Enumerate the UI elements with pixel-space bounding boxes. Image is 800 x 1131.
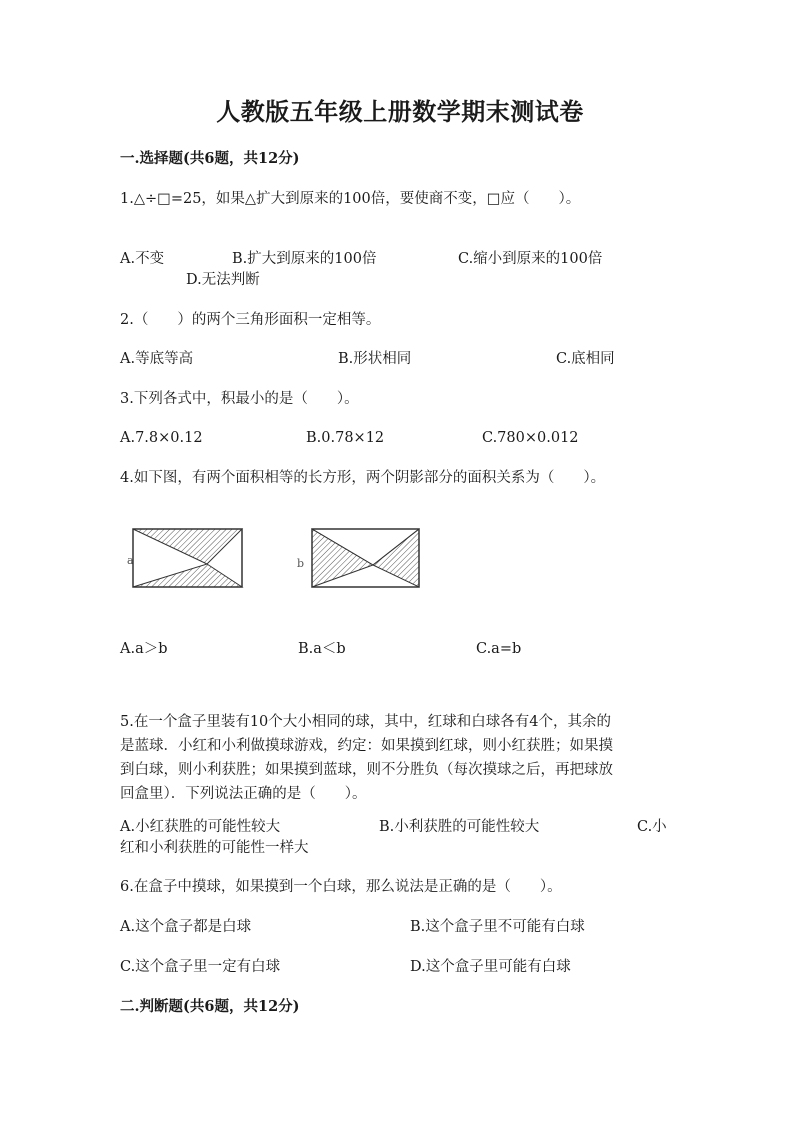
q1-option-b: B.扩大到原来的100倍: [232, 251, 377, 267]
figure-label-b: b: [297, 557, 305, 570]
q5-stem-line-3: 到白球，则小利获胜；如果摸到蓝球，则不分胜负（每次摸球之后，再把球放: [120, 762, 613, 778]
q5-stem-line-2: 是蓝球．小红和小利做摸球游戏，约定：如果摸到红球，则小红获胜；如果摸: [120, 738, 613, 754]
q3-option-a: A.7.8×0.12: [120, 430, 203, 446]
shaded-triangle-bottom: [133, 564, 242, 587]
rectangle-figure-a: [132, 527, 244, 589]
q5-option-c-start: C.小: [637, 819, 667, 835]
page-title: 人教版五年级上册数学期末测试卷: [216, 97, 584, 126]
q1-option-c: C.缩小到原来的100倍: [458, 251, 603, 267]
q1-stem: 1.△÷□=25，如果△扩大到原来的100倍，要使商不变，□应（ ）。: [120, 191, 581, 207]
section-1-heading: 一.选择题(共6题，共12分): [120, 150, 300, 167]
shaded-triangle-right: [373, 529, 419, 587]
q1-option-d: D.无法判断: [186, 272, 260, 288]
q5-option-a: A.小红获胜的可能性较大: [120, 819, 281, 835]
q2-option-a: A.等底等高: [120, 351, 194, 367]
q6-option-c: C.这个盒子里一定有白球: [120, 959, 281, 975]
q6-option-a: A.这个盒子都是白球: [120, 919, 252, 935]
q5-stem-line-4: 回盒里）．下列说法正确的是（ ）。: [120, 786, 367, 802]
q4-option-b: B.a＜b: [298, 641, 346, 657]
q3-option-c: C.780×0.012: [482, 430, 579, 446]
q2-stem: 2.（ ）的两个三角形面积一定相等。: [120, 312, 381, 328]
q3-option-b: B.0.78×12: [306, 430, 385, 446]
q2-option-c: C.底相同: [556, 351, 615, 367]
q4-option-c: C.a=b: [476, 641, 522, 657]
q5-option-c-continued: 红和小利获胜的可能性一样大: [120, 840, 309, 856]
q6-option-d: D.这个盒子里可能有白球: [410, 959, 571, 975]
q4-stem: 4.如下图，有两个面积相等的长方形，两个阴影部分的面积关系为（ ）。: [120, 470, 606, 486]
rectangle-figure-b: [311, 527, 421, 589]
figure-label-a: a: [127, 554, 134, 567]
section-2-heading: 二.判断题(共6题，共12分): [120, 998, 300, 1015]
shaded-triangle-top: [133, 529, 242, 564]
q5-stem-line-1: 5.在一个盒子里装有10个大小相同的球，其中，红球和白球各有4个，其余的: [120, 714, 612, 730]
q3-stem: 3.下列各式中，积最小的是（ ）。: [120, 391, 359, 407]
q2-option-b: B.形状相同: [338, 351, 412, 367]
shaded-triangle-left: [312, 529, 373, 587]
q4-option-a: A.a＞b: [120, 641, 168, 657]
q1-option-a: A.不变: [120, 251, 165, 267]
q6-stem: 6.在盒子中摸球，如果摸到一个白球，那么说法是正确的是（ ）。: [120, 879, 562, 895]
q5-option-b: B.小利获胜的可能性较大: [379, 819, 540, 835]
q6-option-b: B.这个盒子里不可能有白球: [410, 919, 585, 935]
